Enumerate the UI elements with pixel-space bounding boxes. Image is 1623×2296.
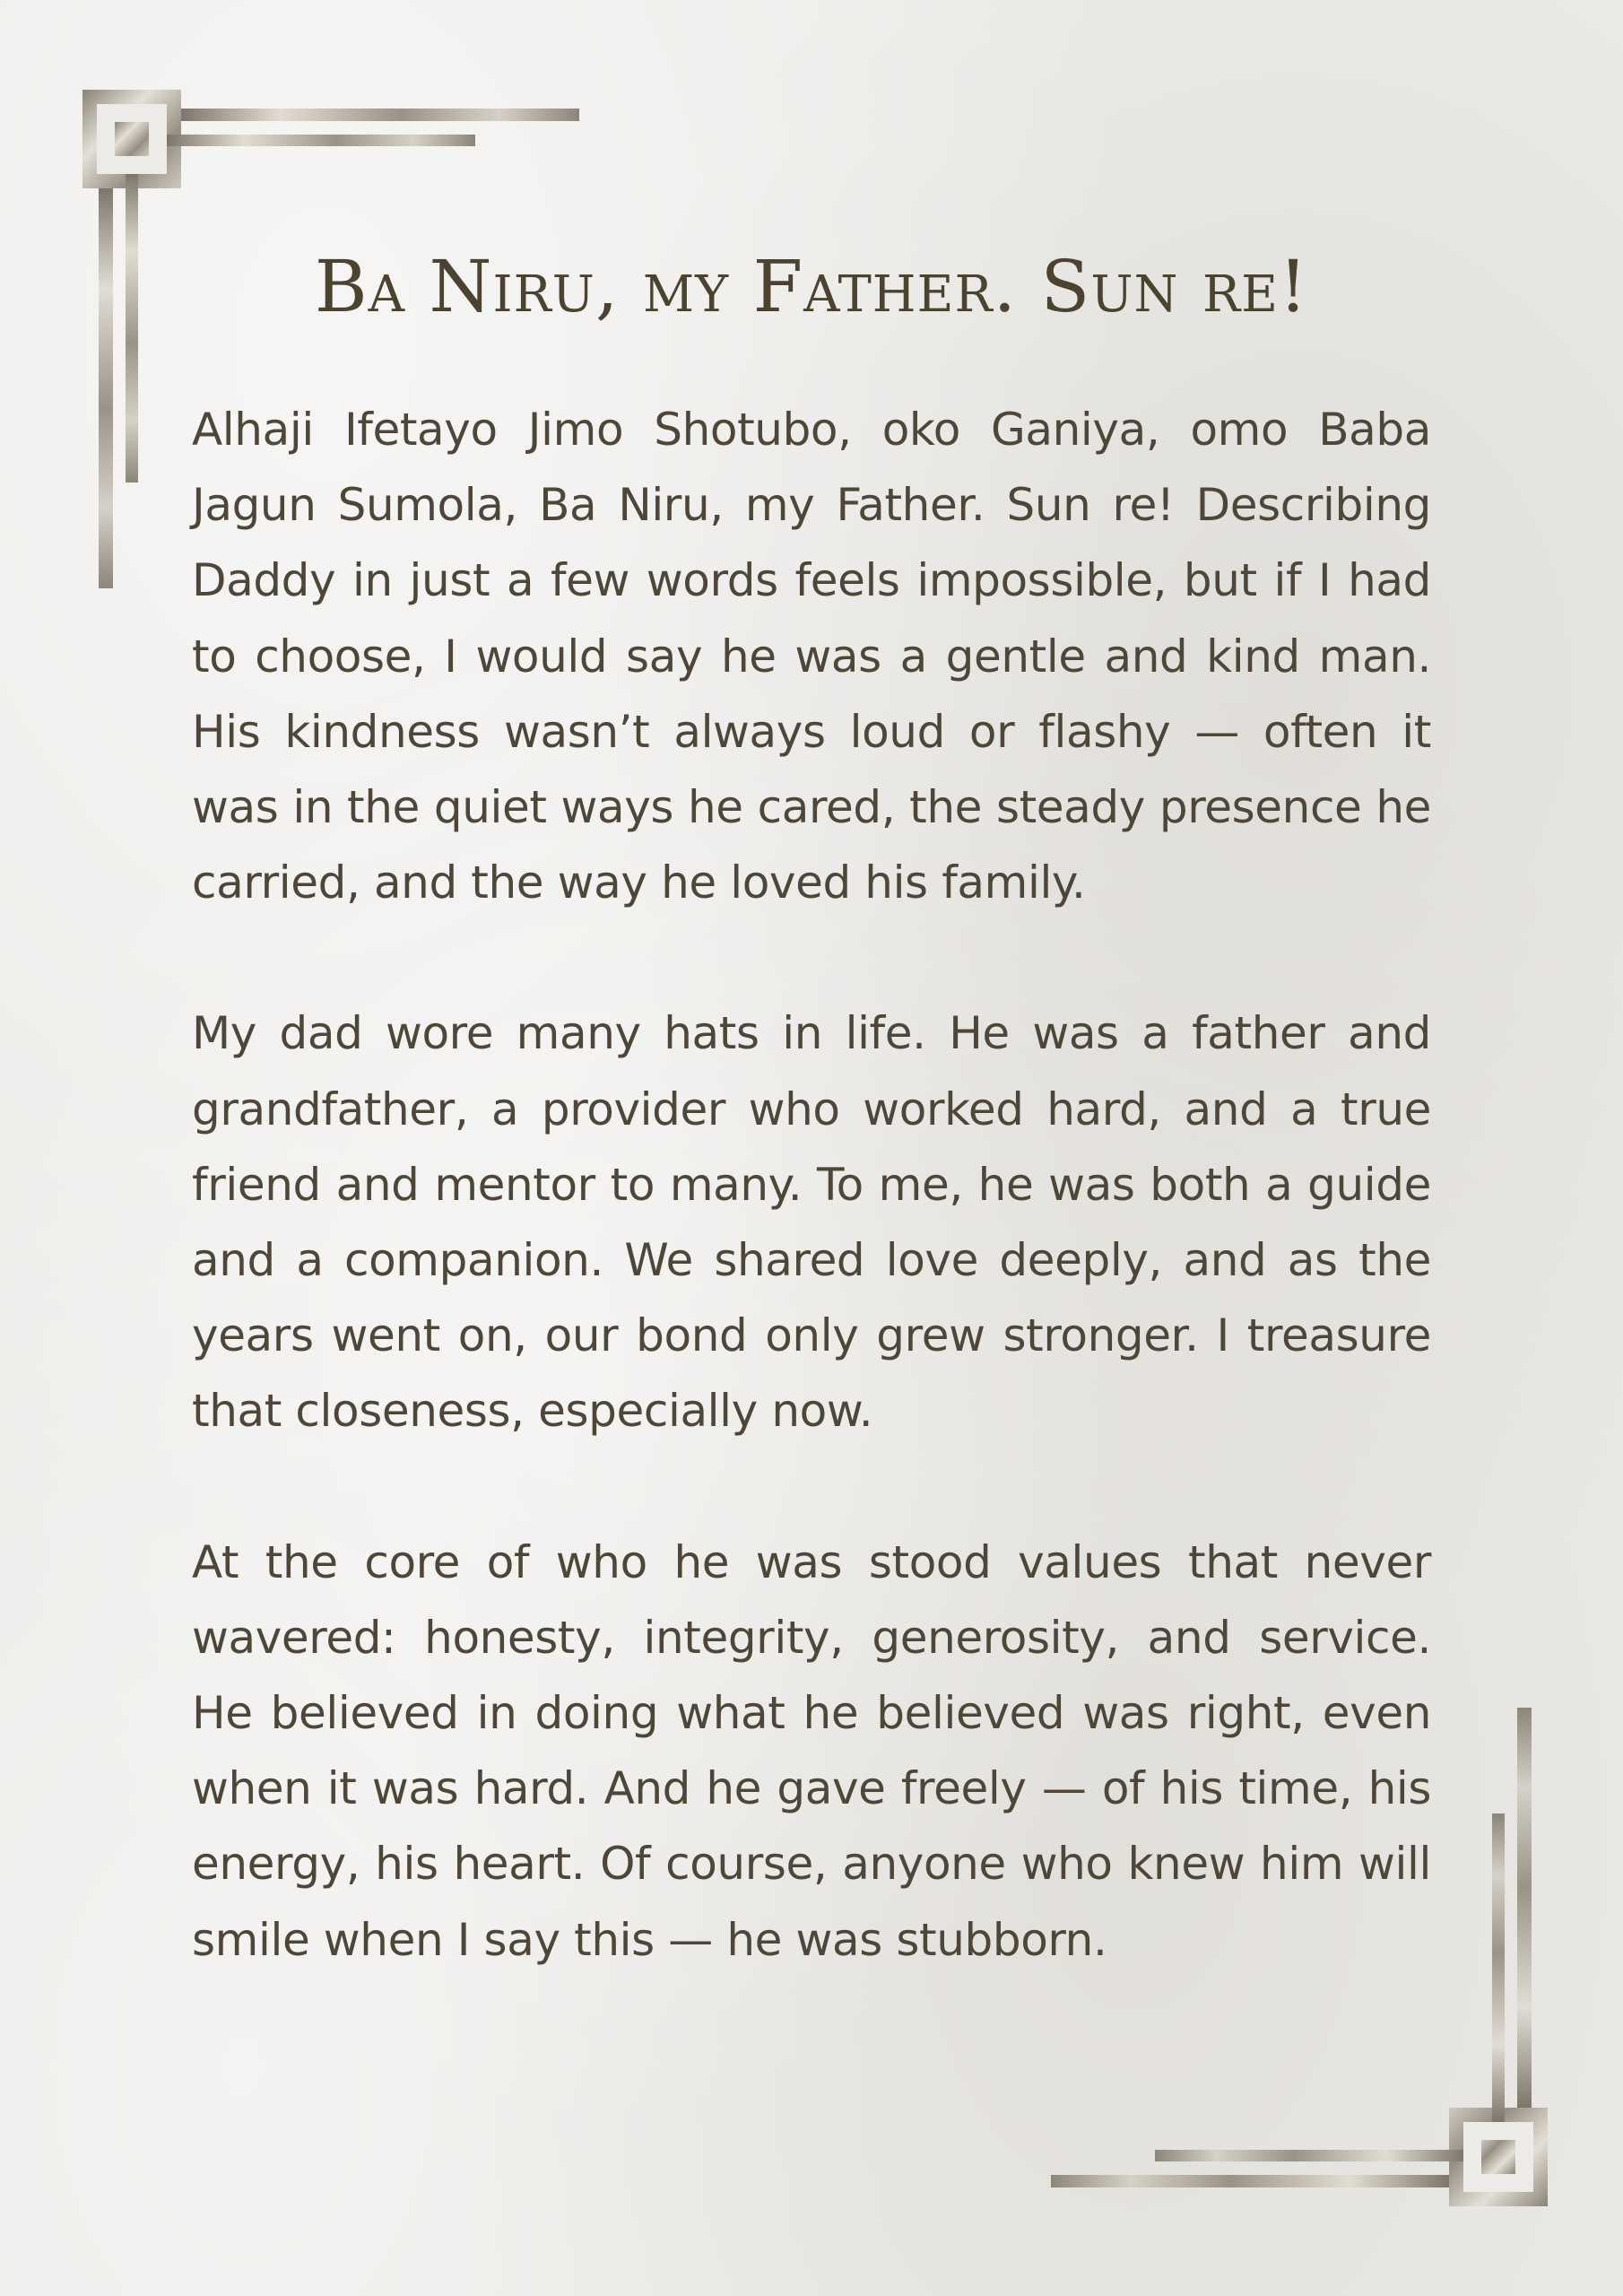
paragraph-3: At the core of who he was stood values that never wavered: honesty, integrity, generosity, and service. He believed in doing what he believed was right, even when it was hard. And he gave freely — of his time, his energy, his heart. Of course, anyone who knew him will smile when I say this — he was stubborn. <box>192 1535 1431 1966</box>
paragraph-1: Alhaji Ifetayo Jimo Shotubo, oko Ganiya, omo Baba Jagun Sumola, Ba Niru, my Father. Sun re! Describing Daddy in just a few words feels impossible, but if I had to choose, I would say he was a gentle and kind man. His kindness wasn’t always loud or flashy — often it was in the quiet ways he cared, the steady presence he carried, and the way he loved his family. <box>192 404 1431 909</box>
tribute-body <box>192 392 1431 1978</box>
page-title: Ba Niru, my Father. Sun re! <box>314 245 1309 328</box>
paragraph-2: My dad wore many hats in life. He was a father and grandfather, a provider who worked hard, and a true friend and mentor to many. To me, he was both a guide and a companion. We shared love deeply, and as the years went on, our bond only grew stronger. I treasure that closeness, especially now. <box>192 1007 1431 1438</box>
